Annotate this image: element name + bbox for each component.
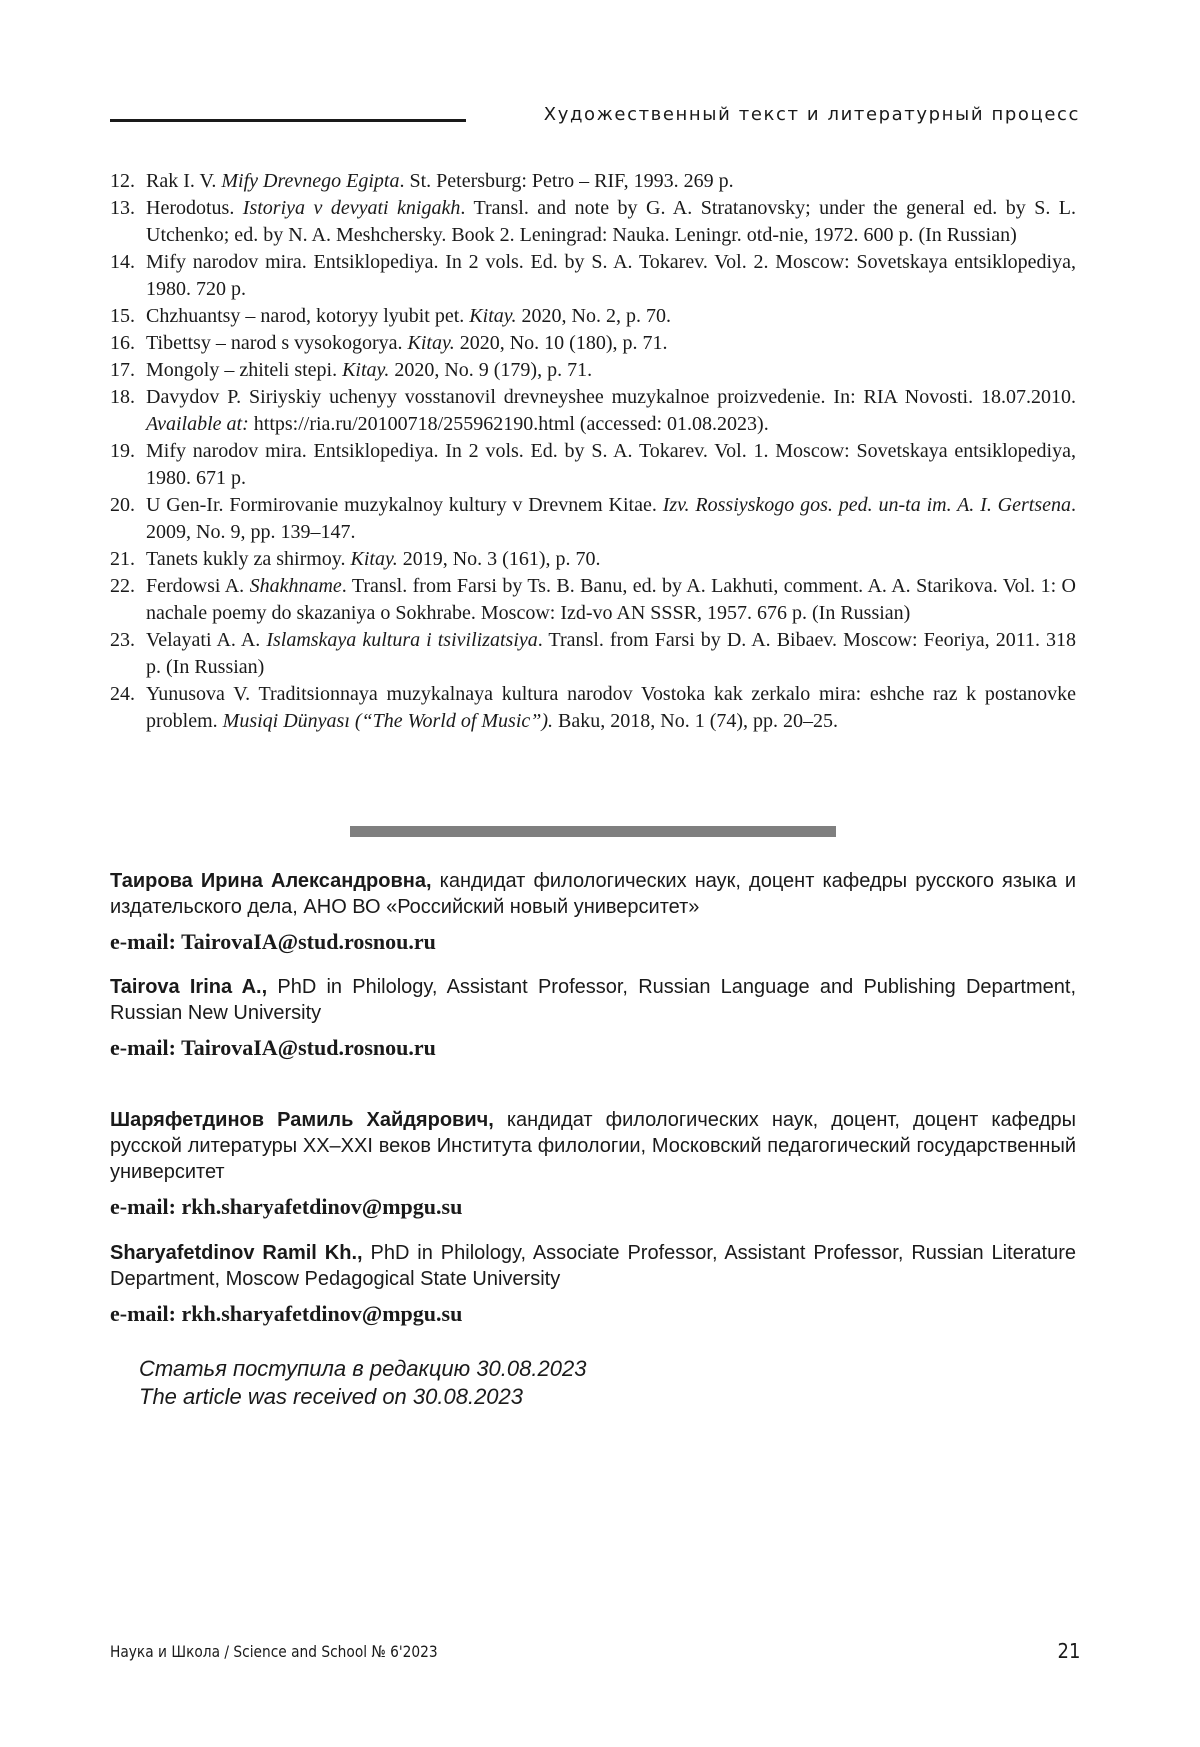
author-description: кандидат филологических наук, доцент кафедры русского языка и издательского дела, АНО ВО «Российский новый университет»: [110, 870, 1076, 918]
page-number: 21: [1057, 1639, 1080, 1663]
reference-text: Ferdowsi A.: [146, 575, 250, 597]
author-block-tairova-ru: [110, 868, 1076, 956]
reference-title-italic: Islamskaya kultura i tsivilizatsiya: [266, 629, 537, 651]
reference-item: [110, 303, 1076, 330]
reference-text: Baku, 2018, No. 1 (74), pp. 20–25.: [553, 710, 838, 732]
reference-text: U Gen-Ir. Formirovanie muzykalnoy kultury v Drevnem Kitae.: [146, 494, 663, 516]
reference-text: 2020, No. 10 (180), p. 71.: [455, 332, 668, 354]
reference-item: [110, 384, 1076, 438]
reference-title-italic: Istoriya v devyati knigakh: [243, 197, 461, 219]
reference-number: 12.: [110, 168, 135, 195]
header-rule: [110, 119, 466, 122]
reference-text: Davydov P. Siriyskiy uchenyy vosstanovil drevneyshee muzykalnoe proizvedenie. In: RIA Novosti. 18.07.2010.: [146, 386, 1076, 408]
reference-item: [110, 168, 1076, 195]
reference-item: [110, 573, 1076, 627]
reference-item: [110, 492, 1076, 546]
journal-page: [0, 0, 1200, 1747]
reference-title-italic: Kitay.: [407, 332, 454, 354]
reference-title-italic: Mify Drevnego Egipta: [221, 170, 399, 192]
reference-text: . 2009, No. 9, pp. 139–147.: [146, 494, 1076, 543]
author-description: кандидат филологических наук, доцент, доцент кафедры русской литературы XX–XXI веков Института филологии, Московский педагогический государственный университет: [110, 1109, 1076, 1183]
reference-item: [110, 195, 1076, 249]
author-block-sharyafetdinov-ru: [110, 1107, 1076, 1221]
author-email: e-mail: rkh.sharyafetdinov@mpgu.su: [110, 1300, 1076, 1328]
reference-item: [110, 330, 1076, 357]
reference-item: [110, 681, 1076, 735]
reference-title-italic: Musiqi Dünyası (“The World of Music”).: [223, 710, 553, 732]
author-email: e-mail: rkh.sharyafetdinov@mpgu.su: [110, 1193, 1076, 1221]
reference-item: [110, 627, 1076, 681]
author-block-tairova-en: [110, 974, 1076, 1062]
reference-number: 13.: [110, 195, 135, 222]
reference-text: Mify narodov mira. Entsiklopediya. In 2 vols. Ed. by S. A. Tokarev. Vol. 1. Moscow: Sovetskaya entsiklopediya, 1980. 671 p.: [146, 440, 1076, 489]
reference-number: 18.: [110, 384, 135, 411]
author-description: PhD in Philology, Associate Professor, Assistant Professor, Russian Literature Department, Moscow Pedagogical State University: [110, 1242, 1076, 1290]
reference-text: . Transl. and note by G. A. Stratanovsky; under the general ed. by S. L. Utchenko; ed. by N. A. Meshchersky. Book 2. Leningrad: Nauka. Leningr. otd-nie, 1972. 600 p. (In Russian): [146, 197, 1076, 246]
received-note-en: The article was received on 30.08.2023: [139, 1383, 586, 1411]
author-email: e-mail: TairovaIA@stud.rosnou.ru: [110, 1034, 1076, 1062]
reference-text: 2020, No. 9 (179), p. 71.: [389, 359, 592, 381]
received-note: [139, 1355, 586, 1411]
reference-text: . St. Petersburg: Petro – RIF, 1993. 269 p.: [400, 170, 734, 192]
reference-list: [110, 168, 1076, 735]
received-note-ru: Статья поступила в редакцию 30.08.2023: [139, 1355, 586, 1383]
reference-number: 16.: [110, 330, 135, 357]
author-email: e-mail: TairovaIA@stud.rosnou.ru: [110, 928, 1076, 956]
reference-title-italic: Shakhname: [250, 575, 342, 597]
reference-number: 17.: [110, 357, 135, 384]
reference-text: Tanets kukly za shirmoy.: [146, 548, 350, 570]
reference-text: Rak I. V.: [146, 170, 221, 192]
author-info: [110, 868, 1076, 920]
reference-title-italic: Izv. Rossiyskogo gos. ped. un-ta im. A. I. Gertsena: [663, 494, 1071, 516]
reference-text: 2020, No. 2, p. 70.: [517, 305, 671, 327]
reference-title-italic: Available at:: [146, 413, 249, 435]
reference-text: . Transl. from Farsi by D. A. Bibaev. Moscow: Feoriya, 2011. 318 p. (In Russian): [146, 629, 1076, 678]
reference-item: [110, 438, 1076, 492]
running-header: [110, 104, 1080, 126]
author-description: PhD in Philology, Assistant Professor, Russian Language and Publishing Department, Russian New University: [110, 976, 1076, 1024]
reference-text: Chzhuantsy – narod, kotoryy lyubit pet.: [146, 305, 469, 327]
reference-number: 23.: [110, 627, 135, 654]
reference-text: Herodotus.: [146, 197, 243, 219]
reference-number: 14.: [110, 249, 135, 276]
reference-title-italic: Kitay.: [469, 305, 516, 327]
reference-text: 2019, No. 3 (161), p. 70.: [398, 548, 601, 570]
reference-number: 15.: [110, 303, 135, 330]
author-name: Таирова Ирина Александровна,: [110, 870, 432, 892]
reference-item: [110, 546, 1076, 573]
reference-title-italic: Kitay.: [342, 359, 389, 381]
section-separator: [350, 826, 836, 837]
journal-footer: Наука и Школа / Science and School № 6'2023: [110, 1642, 438, 1661]
reference-text: . Transl. from Farsi by Ts. B. Banu, ed. by A. Lakhuti, comment. A. A. Starikova. Vol. 1: O nachale poemy do skazaniya o Sokhrabe. Moscow: Izd-vo AN SSSR, 1957. 676 p. (In Russian): [146, 575, 1076, 624]
reference-number: 22.: [110, 573, 135, 600]
reference-text: Yunusova V. Traditsionnaya muzykalnaya kultura narodov Vostoka kak zerkalo mira: eshche raz k postanovke problem.: [146, 683, 1076, 732]
reference-text: Mongoly – zhiteli stepi.: [146, 359, 342, 381]
reference-text: Velayati A. A.: [146, 629, 266, 651]
author-name: Sharyafetdinov Ramil Kh.,: [110, 1242, 363, 1264]
running-title: Художественный текст и литературный процесс: [544, 104, 1080, 125]
author-name: Tairova Irina A.,: [110, 976, 267, 998]
reference-number: 19.: [110, 438, 135, 465]
reference-number: 20.: [110, 492, 135, 519]
reference-title-italic: Kitay.: [350, 548, 397, 570]
reference-text: Tibettsy – narod s vysokogorya.: [146, 332, 407, 354]
author-name: Шаряфетдинов Рамиль Хайдярович,: [110, 1109, 494, 1131]
reference-item: [110, 249, 1076, 303]
author-block-sharyafetdinov-en: [110, 1240, 1076, 1328]
author-info: [110, 1107, 1076, 1185]
author-info: [110, 974, 1076, 1026]
reference-item: [110, 357, 1076, 384]
reference-text: Mify narodov mira. Entsiklopediya. In 2 vols. Ed. by S. A. Tokarev. Vol. 2. Moscow: Sovetskaya entsiklopediya, 1980. 720 p.: [146, 251, 1076, 300]
reference-number: 21.: [110, 546, 135, 573]
reference-text: https://ria.ru/20100718/255962190.html (accessed: 01.08.2023).: [249, 413, 769, 435]
author-info: [110, 1240, 1076, 1292]
reference-number: 24.: [110, 681, 135, 708]
